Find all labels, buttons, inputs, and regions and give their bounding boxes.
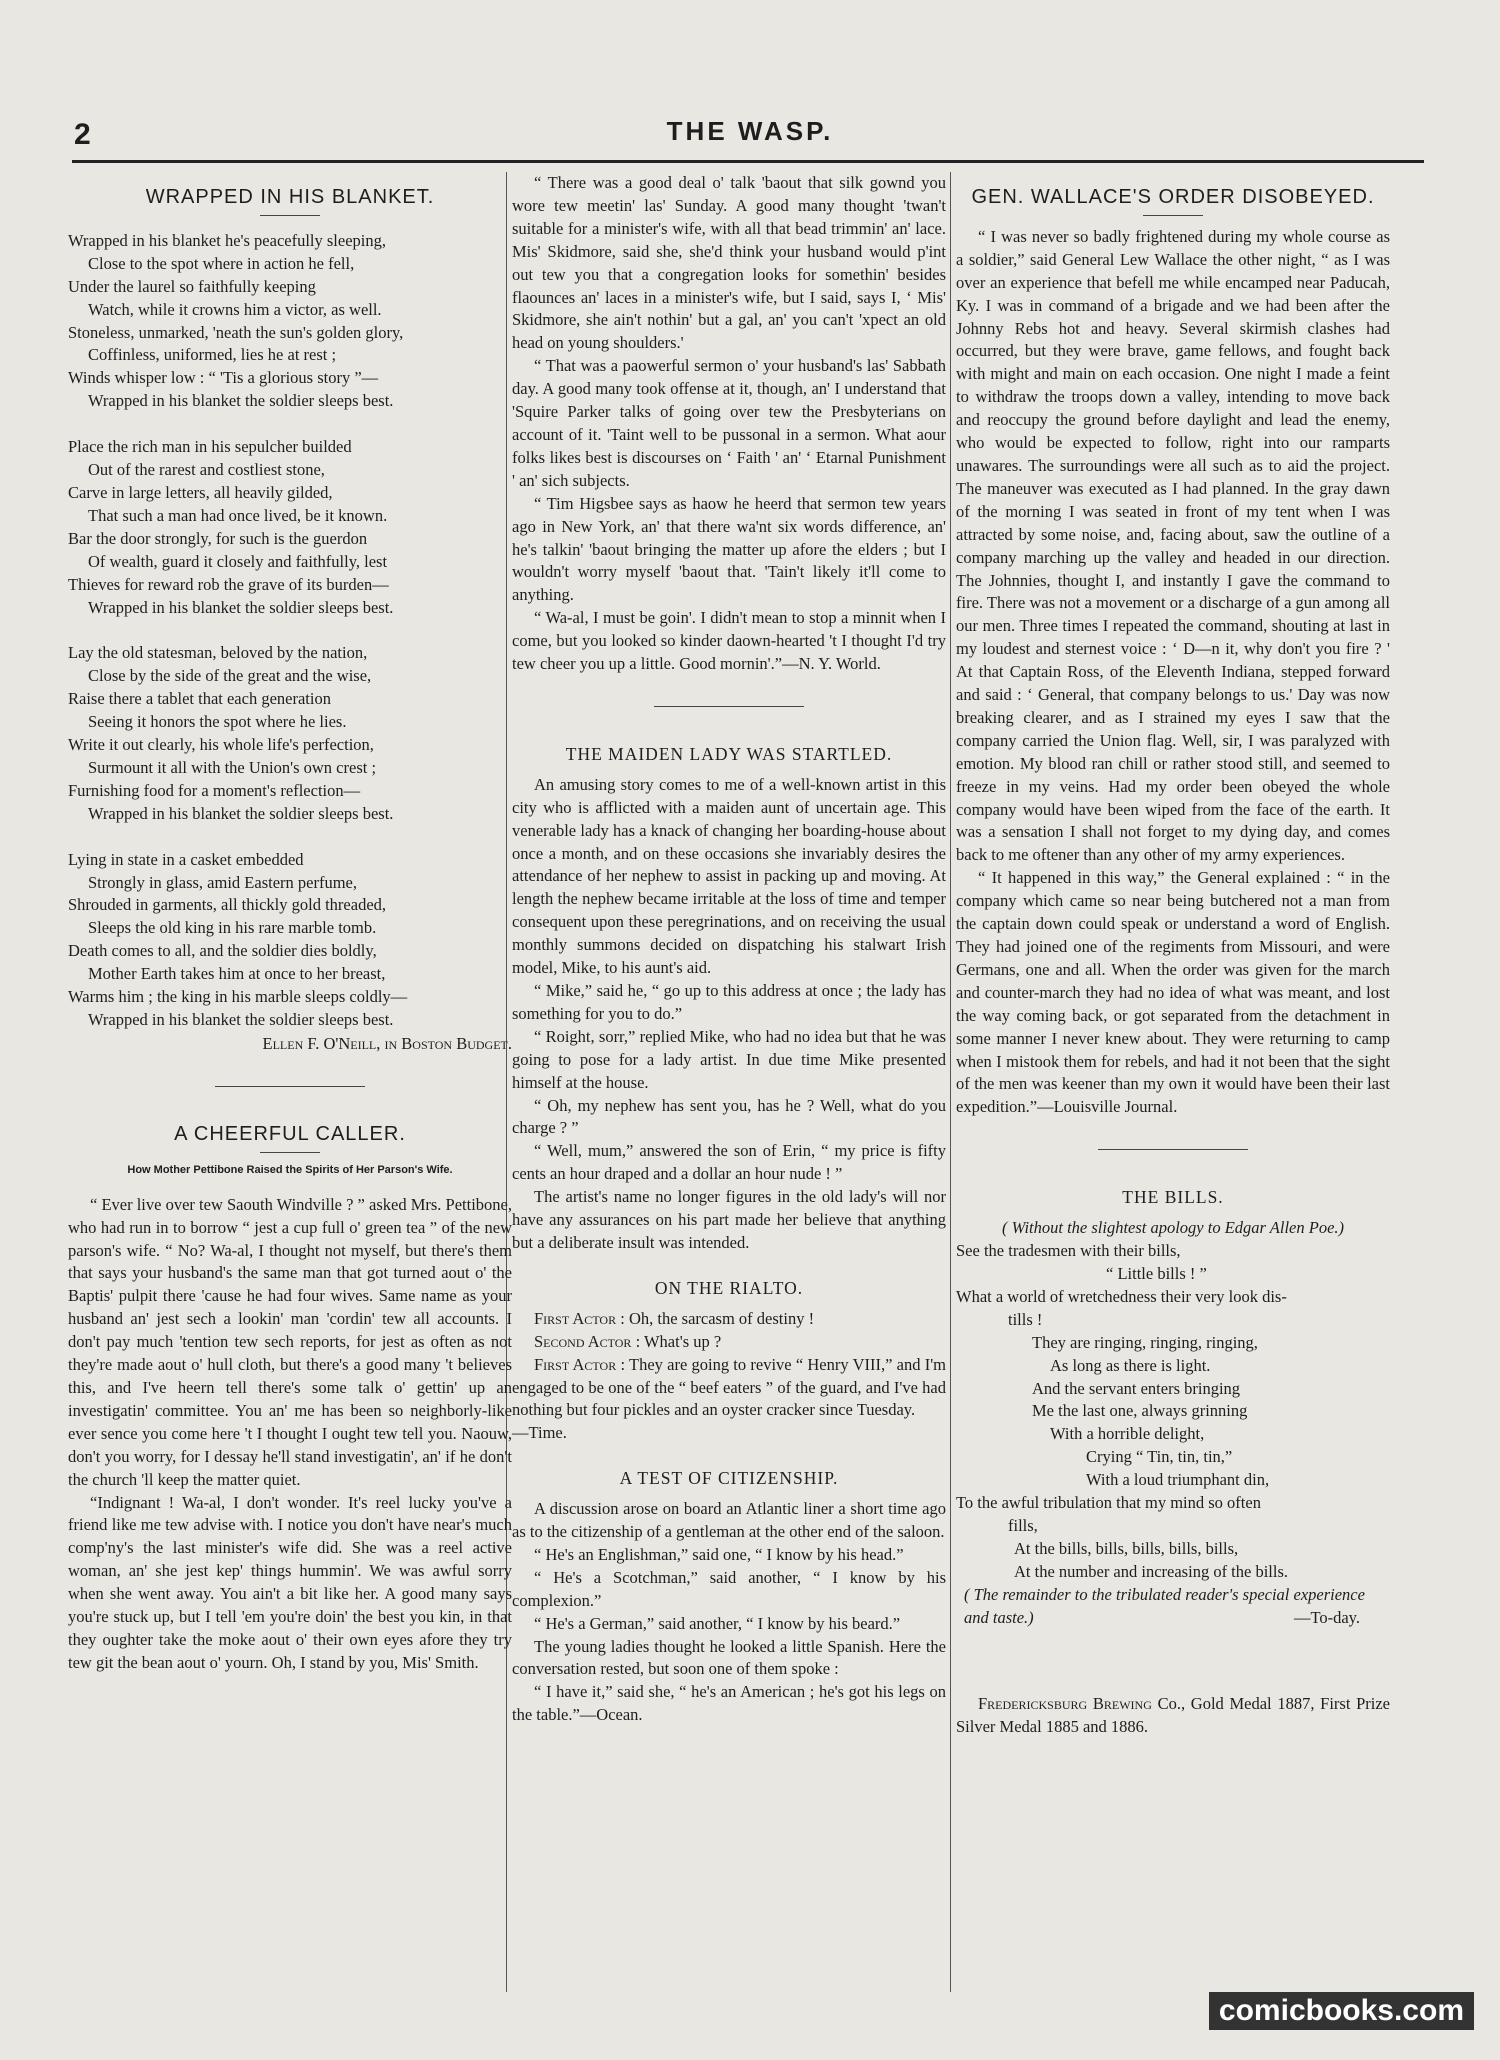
paragraph: “Indignant ! Wa-al, I don't wonder. It's reel lucky you've a friend like me tew advise with. I notice you don't have near's much comp'ny's the last minister's wife did. She was a reel active woman, an' she jest kep' things hummin'. We was awful sorry when she went away. You ain't a bit like her. A good many says you're stuck up, but I tell 'em you're doin' the best you kin, in that they oughter take the moke aout o' their own eyes afore they try tew git the bean aout o' yourn. Oh, I stand by you, Mis' Smith. (68, 1492, 512, 1672)
column-divider (950, 172, 951, 1992)
poem-line: That such a man had once lived, be it known. (88, 505, 388, 525)
poem-line: With a horrible delight, (1050, 1424, 1205, 1444)
paragraph: “ It happened in this way,” the General explained : “ in the company which came so near being butchered not a man from the captain down could speak or understand a word of English. They had joined one of the regiments from Missouri, and were Germans, one and all. When the order was given for the march and counter-march they had no idea of what was meant, and lost the way coming back, or got separated from the detachment in some manner I never knew about. They were returning to camp when I mistook them for rebels, and had it not been that the sight of the men was keener than my own it would have been their last expedition.”—Louisville Journal. (956, 868, 1390, 1117)
title-rule (1143, 215, 1203, 216)
poem-line: fills, (1008, 1515, 1038, 1535)
poem-line: Close by the side of the great and the wise, (88, 666, 372, 686)
poem-line: Write it out clearly, his whole life's perfection, (68, 735, 374, 755)
paragraph: An amusing story comes to me of a well-known artist in this city who is afflicted with a maiden aunt of uncertain age. This venerable lady has a knack of changing her boarding-house about once a month, and on these occasions she invariably desires the attendance of her nephew to assist in packing up and moving. At length the nephew became irritable at the loss of time and temper consequent upon these peregrinations, and on receiving the usual monthly summons decided on dispatching his stalwart Irish model, Mike, to his aunt's aid. (512, 774, 946, 978)
paragraph: “ Wa-al, I must be goin'. I didn't mean to stop a minnit when I come, but you looked so kinder daown-hearted 't I thought I'd try tew cheer you up a little. Good mornin'.”—N. Y. World. (512, 608, 946, 674)
poem-stanza (68, 849, 512, 1032)
poem-source: —To-day. (1293, 1607, 1360, 1627)
poem-line: Sleeps the old king in his rare marble tomb. (88, 918, 377, 938)
poem-the-bills (956, 1240, 1390, 1584)
masthead-rule (72, 160, 1424, 163)
page-number: 2 (74, 118, 91, 151)
poem-line: At the number and increasing of the bills. (1014, 1561, 1289, 1581)
poem-attribution: Ellen F. O'Neill, in Boston Budget. (262, 1033, 512, 1053)
poem-footnote (956, 1584, 1390, 1630)
poem-line: They are ringing, ringing, ringing, (1032, 1332, 1258, 1352)
paragraph: “ Roight, sorr,” replied Mike, who had no idea but that he was going to pose for a lady artist. In due time Mike presented himself at the house. (512, 1026, 946, 1092)
article-body (512, 774, 946, 1255)
section-rule (1098, 1149, 1248, 1150)
poem-line: Warms him ; the king in his marble sleeps coldly— (68, 987, 408, 1007)
paragraph: “ Oh, my nephew has sent you, has he ? Well, what do you charge ? ” (512, 1095, 946, 1138)
poem-line: Mother Earth takes him at once to her breast, (88, 964, 386, 984)
poem-line: Winds whisper low : “ 'Tis a glorious story ”— (68, 368, 379, 388)
poem-line: Wrapped in his blanket the soldier sleeps best. (88, 391, 394, 411)
poem-line: Wrapped in his blanket the soldier sleeps best. (88, 803, 394, 823)
article-source: —Time. (512, 1423, 567, 1443)
poem-line: Carve in large letters, all heavily gilded, (68, 482, 333, 502)
paragraph: “ There was a good deal o' talk 'baout that silk gownd you wore tew meetin' las' Sunday. A good many thought 'twan't suitable for a minister's wife, with all that bead trimmin' an' lace. Mis' Skidmore, said she, she'd think your husband would p'int out tew you that a congregation looks for somethin' besides flaounces an' laces in a minister's wife, but I said, says I, ‘ Mis' Skidmore, she ain't nothin' but a gal, an' you can't 'xpect an old head on young shoulders.' (512, 173, 946, 353)
section-rule (654, 706, 804, 707)
paragraph: “ I was never so badly frightened during my whole course as a soldier,” said General Lew Wallace the other night, “ as I was over an experience that befell me while encamped near Paducah, Ky. I was in command of a brigade and we had been after the Johnny Rebs hot and heavy. Several skirmish clashes had occurred, but they were brave, game fellows, and fought back with might and main on each occasion. One night I made a feint to withdraw the troops down a valley, intending to move back and reoccupy the ground before daylight and lead the enemy, who would be expected to follow, right into our ramparts unawares. The surroundings were all such as to aid the project. The maneuver was executed as I had planned. In the gray dawn of the morning I was seated in front of my tent when I was attracted by some noise, and, facing about, saw the outline of a company marching up the valley and headed in our direction. The Johnnies, thought I, and instantly I gave the command to fire. There was not a movement or a discharge of a gun among all our men. Three times I repeated the command, shouting at last in my loudest and sternest voice : ‘ D—n it, why don't you fire ? ' At that Captain Ross, of the Eleventh Indiana, stepped forward and said : ‘ General, that company belongs to us.' Day was now breaking clearer, and as I strained my eyes I saw that the company carried the Union flag. Well, sir, I was paralyzed with emotion. My blood ran chill or rather stood still, and seemed to freeze in my veins. Had my order been obeyed the whole company would have been wiped from the face of the earth. It was a sensation I shall not forget to my dying day, and comes back to me oftener than any other of my army experiences. (956, 226, 1390, 865)
dialogue-text: What's up ? (643, 1331, 722, 1351)
poem-line: As long as there is light. (1050, 1355, 1211, 1375)
column-3 (956, 172, 1390, 1739)
paragraph: “ Tim Higsbee says as haow he heerd that sermon tew years ago in New York, an' that there wa'nt six words difference, an' he's talkin' 'baout bringing the matter up afore the elders ; but I wouldn't worry myself 'baout that. 'Tain't likely it'll come to anything. (512, 493, 946, 605)
speaker-name: First Actor (534, 1308, 617, 1328)
advertisement-text: Co., Gold Medal 1887, First Prize Silver Medal 1885 and 1886. (956, 1694, 1391, 1737)
footnote-text: ( The remainder to the tribulated reader's special experience and taste.) (964, 1584, 1365, 1627)
poem-line: Place the rich man in his sepulcher builded (68, 437, 352, 457)
paragraph: “ I have it,” said she, “ he's an American ; he's got his legs on the table.”—Ocean. (512, 1682, 946, 1725)
paragraph: The artist's name no longer figures in the old lady's will nor have any assurances on his part made her believe that anything but a deliberate insult was intended. (512, 1187, 946, 1252)
poem-line: And the servant enters bringing (1032, 1378, 1241, 1398)
article-title: GEN. WALLACE'S ORDER DISOBEYED. (971, 186, 1375, 208)
poem-line: Furnishing food for a moment's reflection— (68, 780, 361, 800)
poem-line: Wrapped in his blanket the soldier sleeps best. (88, 597, 394, 617)
poem-line: Shrouded in garments, all thickly gold threaded, (68, 895, 387, 915)
article-title: A TEST OF CITIZENSHIP. (619, 1468, 839, 1489)
advertisement (956, 1693, 1390, 1739)
paragraph: “ Well, mum,” answered the son of Erin, “ my price is fifty cents an hour draped and a dollar an hour nude ! ” (512, 1141, 946, 1184)
poem-line: Seeing it honors the spot where he lies. (88, 712, 347, 732)
poem-line: tills ! (1008, 1309, 1043, 1329)
poem-line: Stoneless, unmarked, 'neath the sun's golden glory, (68, 322, 404, 342)
poem-line: See the tradesmen with their bills, (956, 1241, 1181, 1261)
poem-stanza (68, 642, 512, 825)
poem-line: Watch, while it crowns him a victor, as well. (88, 299, 382, 319)
paragraph: “ He's a Scotchman,” said another, “ I know by his complexion.” (512, 1567, 946, 1610)
advertiser-name: Fredericksburg Brewing (978, 1694, 1152, 1714)
article-body (956, 226, 1390, 1119)
poem-line: Close to the spot where in action he fell, (88, 253, 355, 273)
column-2 (512, 172, 946, 1727)
paragraph: The young ladies thought he looked a little Spanish. Here the conversation rested, but soon one of them spoke : (512, 1636, 946, 1679)
poem-line: Thieves for reward rob the grave of its burden— (68, 574, 389, 594)
poem-line: Under the laurel so faithfully keeping (68, 276, 316, 296)
column-1 (68, 172, 512, 1675)
article-title: A CHEERFUL CALLER. (174, 1122, 406, 1145)
poem-line: Surmount it all with the Union's own crest ; (88, 757, 377, 777)
poem-line: Wrapped in his blanket the soldier sleeps best. (88, 1010, 394, 1029)
article-subtitle: How Mother Pettibone Raised the Spirits of Her Parson's Wife. (127, 1163, 453, 1176)
poem-line: What a world of wretchedness their very look dis- (956, 1286, 1287, 1306)
title-rule (260, 1152, 320, 1153)
poem-line: At the bills, bills, bills, bills, bills, (1014, 1538, 1239, 1558)
poem-line: Coffinless, uniformed, lies he at rest ; (88, 345, 337, 365)
paragraph: “ Mike,” said he, “ go up to this address at once ; the lady has something for you to do.” (512, 981, 946, 1023)
dialogue-line: Second Actor : What's up ? (534, 1331, 722, 1351)
poem-title: THE BILLS. (1122, 1187, 1224, 1208)
section-rule (215, 1086, 365, 1087)
poem-line: Wrapped in his blanket he's peacefully sleeping, (68, 230, 386, 250)
poem-wrapped-in-his-blanket (68, 230, 512, 1032)
paragraph: “ He's an Englishman,” said one, “ I know by his head.” (534, 1544, 904, 1564)
paragraph: “ That was a paowerful sermon o' your husband's las' Sabbath day. A good many took offense at it, though, an' I understand that 'Squire Parker talks of going over tew the Presbyterians on account of it. 'Taint well to be pussonal in a sermon. What aour folks likes best is discourses on ‘ Faith ' an' ‘ Etarnal Punishment ' an' sich subjects. (512, 356, 946, 490)
watermark: comicbooks.com (1209, 1992, 1474, 2030)
paragraph: “ He's a German,” said another, “ I know by his beard.” (534, 1613, 901, 1633)
article-title: ON THE RIALTO. (654, 1277, 804, 1298)
speaker-name: First Actor (534, 1354, 617, 1374)
paragraph: “ Ever live over tew Saouth Windville ? ” asked Mrs. Pettibone, who had run in to borrow “ jest a cup full o' green tea ” of the new parson's wife. “ No? Wa-al, I thought not myself, but there's them that says your husband's the same man that got turned aout o' the Baptis' pulpit there 'cause he had four wives. Same name as your husband an' jest sech a lookin' man 'cordin' tew all accounts. I don't pay much 'tention tew sech reports, for jest as often as not they're made aout o' hull cloth, but there's a good many 't believes this, and I've heern tell there's some talk o' gettin' up an investigatin' committee. You an' me has been so neighborly-like ever sence you come here 't I thought I ought tew tell you. Naouw, don't you worry, for I dessay he'll stand investigatin', an' if he don't the church 'll keep the matter quiet. (68, 1194, 512, 1489)
dialogue-line: First Actor : They are going to revive “ Henry VIII,” and I'm engaged to be one of the “ beef eaters ” of the guard, and I've had nothing but four pickles and an oyster cracker since Tuesday. (512, 1354, 947, 1420)
masthead: THE WASP. (666, 116, 834, 146)
article-body (512, 1498, 946, 1727)
poem-line: Me the last one, always grinning (1032, 1401, 1248, 1421)
article-title: THE MAIDEN LADY WAS STARTLED. (565, 743, 893, 764)
poem-line: Of wealth, guard it closely and faithfully, lest (88, 551, 388, 571)
poem-line: To the awful tribulation that my mind so often (956, 1493, 1261, 1513)
title-rule (260, 215, 320, 216)
poem-line: Bar the door strongly, for such is the guerdon (68, 528, 368, 548)
poem-title: WRAPPED IN HIS BLANKET. (145, 186, 435, 208)
dialogue-text: Oh, the sarcasm of destiny ! (628, 1308, 815, 1328)
poem-line: “ Little bills ! ” (1106, 1263, 1207, 1283)
poem-line: Out of the rarest and costliest stone, (88, 460, 325, 480)
poem-subtitle: ( Without the slightest apology to Edgar Allen Poe.) (1001, 1218, 1345, 1238)
paragraph: A discussion arose on board an Atlantic liner a short time ago as to the citizenship of a gentleman at the other end of the saloon. (512, 1499, 946, 1542)
dialogue-line: First Actor : Oh, the sarcasm of destiny ! (534, 1308, 815, 1328)
article-body (68, 1194, 512, 1675)
poem-line: Death comes to all, and the soldier dies boldly, (68, 941, 377, 961)
article-body-continued (512, 172, 946, 676)
poem-line: Lying in state in a casket embedded (68, 849, 304, 869)
poem-line: With a loud triumphant din, (1086, 1470, 1270, 1490)
dialogue-text: They are going to revive “ Henry VIII,” and I'm engaged to be one of the “ beef eaters ” of the guard, and I've had nothing but four pickles and an oyster cracker since Tuesday. (512, 1354, 947, 1420)
poem-line: Raise there a tablet that each generation (68, 689, 331, 709)
dialogue-body (512, 1308, 946, 1423)
speaker-name: Second Actor (534, 1331, 632, 1351)
poem-line: Crying “ Tin, tin, tin,” (1086, 1447, 1233, 1467)
poem-stanza (68, 436, 512, 619)
poem-line: Lay the old statesman, beloved by the nation, (68, 643, 368, 663)
poem-line: Strongly in glass, amid Eastern perfume, (88, 872, 357, 892)
poem-stanza (68, 230, 512, 413)
